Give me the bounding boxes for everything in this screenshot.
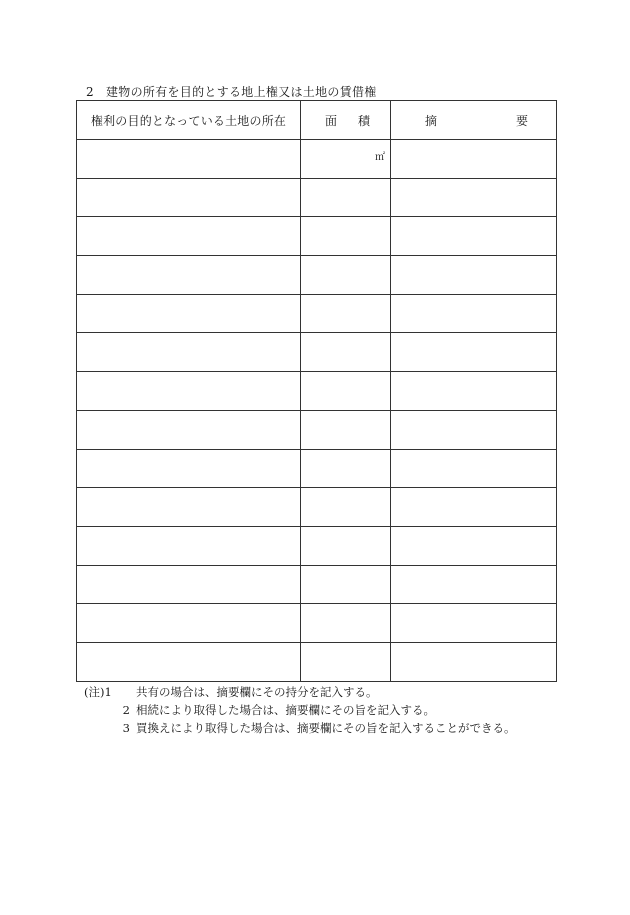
section-title-text: 建物の所有を目的とする地上権又は土地の賃借権 [106,85,377,99]
cell-area [301,410,391,449]
note-item [84,683,516,701]
cell-remarks [391,449,557,488]
cell-location [77,488,301,527]
land-rights-table [76,100,557,682]
section-number: 2 [86,85,94,99]
cell-area [301,642,391,681]
cell-location [77,217,301,256]
header-area [301,101,391,140]
note-text: 買換えにより取得した場合は、摘要欄にその旨を記入することができる。 [136,721,516,735]
table-row [77,372,557,411]
header-remarks [391,101,557,140]
area-unit: ㎡ [375,152,385,163]
cell-location [77,410,301,449]
cell-remarks [391,372,557,411]
cell-area [301,178,391,217]
cell-area [301,604,391,643]
header-area-char-1: 面 [325,113,338,128]
cell-remarks [391,488,557,527]
table-row [77,178,557,217]
cell-remarks [391,178,557,217]
cell-remarks [391,410,557,449]
cell-location [77,449,301,488]
header-remarks-char-2: 要 [515,113,528,128]
note-item [84,701,516,719]
cell-area [301,565,391,604]
cell-location [77,256,301,295]
note-text: 相続により取得した場合は、摘要欄にその旨を記入する。 [136,703,435,717]
cell-remarks [391,526,557,565]
table-row [77,217,557,256]
notes-section [84,683,516,737]
cell-location [77,642,301,681]
cell-area [301,294,391,333]
cell-location [77,604,301,643]
header-location-label: 権利の目的となっている土地の所在 [90,113,287,128]
cell-area [301,217,391,256]
cell-remarks [391,333,557,372]
cell-location [77,333,301,372]
table-row [77,604,557,643]
cell-remarks [391,565,557,604]
header-location [77,101,301,140]
cell-area [301,140,391,179]
cell-location [77,372,301,411]
table-row [77,294,557,333]
cell-area [301,449,391,488]
cell-location [77,178,301,217]
cell-remarks [391,217,557,256]
table-row [77,488,557,527]
cell-area [301,372,391,411]
cell-location [77,526,301,565]
table-row [77,333,557,372]
table-row [77,140,557,179]
cell-remarks [391,604,557,643]
cell-remarks [391,642,557,681]
cell-location [77,294,301,333]
note-number: (注)1 [84,685,112,699]
table-row [77,526,557,565]
cell-remarks [391,256,557,295]
cell-remarks [391,140,557,179]
cell-location [77,565,301,604]
header-remarks-char-1: 摘 [425,113,438,128]
cell-remarks [391,294,557,333]
note-item [84,719,516,737]
table-header-row [77,101,557,140]
cell-area [301,526,391,565]
cell-area [301,488,391,527]
section-title [86,83,377,100]
cell-location [77,140,301,179]
cell-area [301,333,391,372]
cell-area [301,256,391,295]
table-row [77,565,557,604]
table-row [77,410,557,449]
header-area-char-2: 積 [357,113,370,128]
table-row [77,449,557,488]
note-number: 3 [122,721,130,735]
table-row [77,256,557,295]
note-number: 2 [122,703,130,717]
table-row [77,642,557,681]
note-text: 共有の場合は、摘要欄にその持分を記入する。 [136,685,378,699]
